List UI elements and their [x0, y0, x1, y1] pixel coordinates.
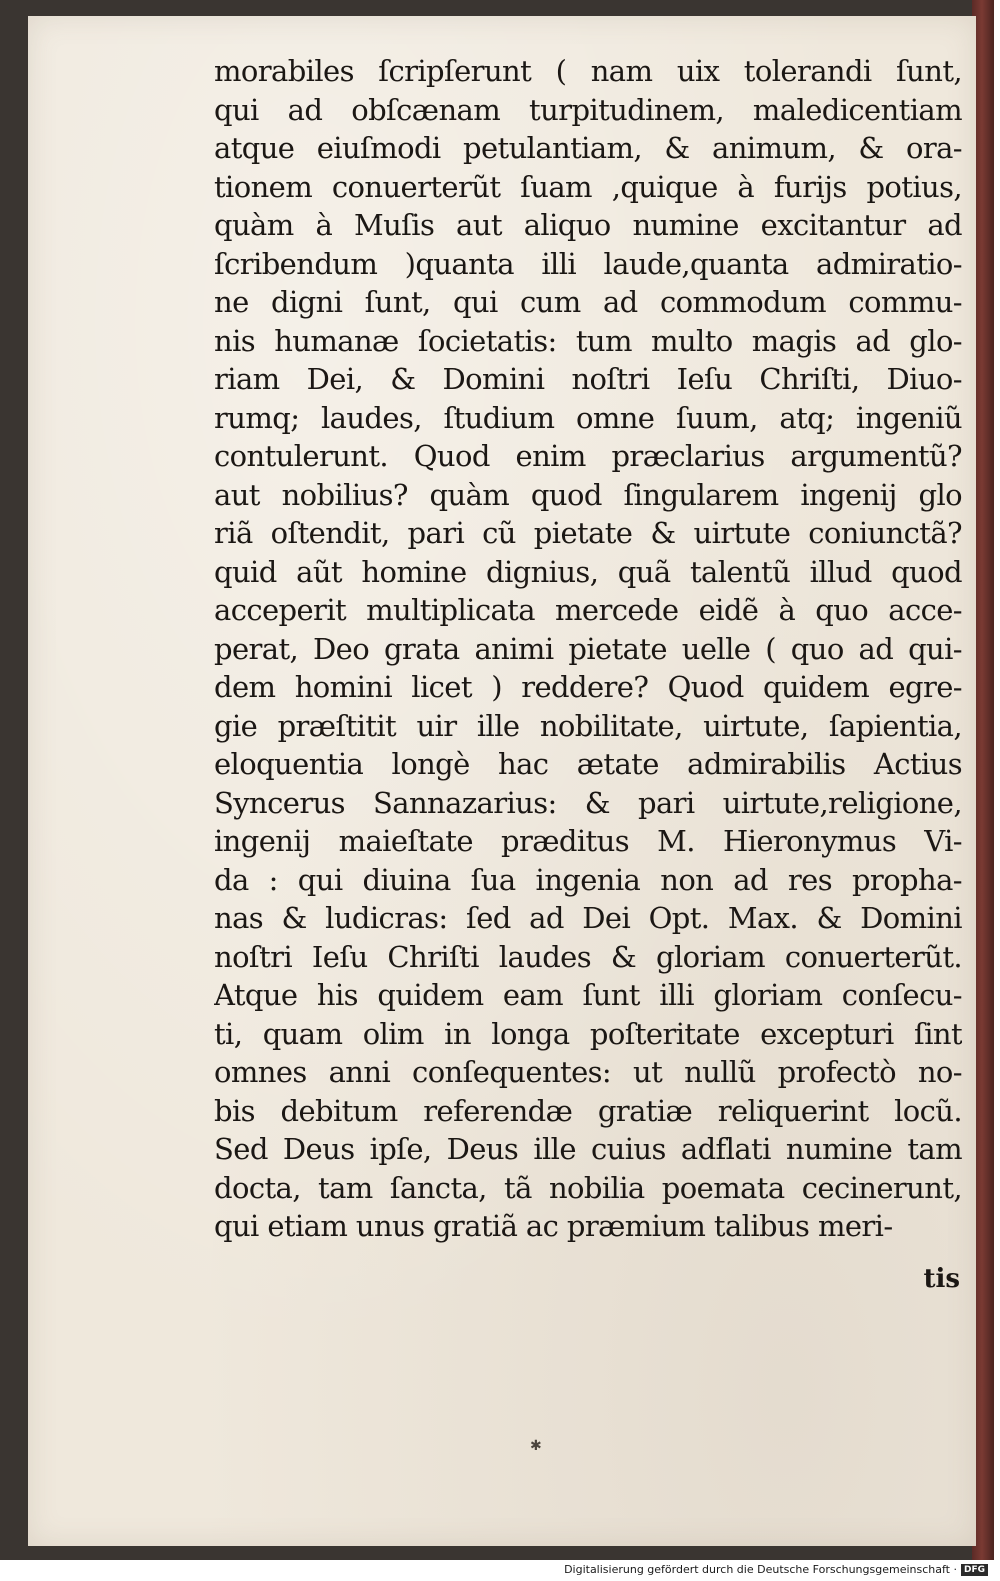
text-line: Atque his quidem eam ſunt illi gloriam conſecu-: [214, 978, 962, 1012]
text-line: qui ad obſcænam turpitudinem, maledicentiam: [214, 92, 962, 127]
text-line: docta, tam ſancta, tã nobilia poemata cecinerunt,: [214, 1170, 962, 1205]
text-line: aut nobilius? quàm quod ſingularem ingenij glo: [214, 477, 962, 512]
body-text: [214, 52, 962, 1246]
digitization-footer: [564, 1563, 988, 1576]
text-line: nis humanæ ſocietatis: tum multo magis ad glo-: [214, 323, 962, 358]
text-line: riam Dei, & Domini noſtri Ieſu Chriſti, Diuo-: [214, 362, 962, 396]
text-line: contulerunt. Quod enim præclarius argumentũ?: [214, 439, 962, 473]
ornament-mark: ✱: [530, 1438, 542, 1454]
text-line: ti, quam olim in longa poſteritate excepturi ſint: [214, 1016, 962, 1051]
text-line: atque eiuſmodi petulantiam, & animum, & ora-: [214, 131, 962, 165]
text-line: ſcribendum )quanta illi laude,quanta admiratio-: [214, 246, 962, 281]
footer-text: Digitalisierung gefördert durch die Deutsche Forschungsgemeinschaft ·: [564, 1563, 957, 1576]
text-line: morabiles ſcripſerunt ( nam uix tolerandi ſunt,: [214, 54, 962, 88]
dfg-logo-badge: DFG: [961, 1564, 988, 1576]
catchword: tis: [923, 1264, 960, 1294]
text-line: ingenij maieſtate præditus M. Hieronymus Vi-: [214, 824, 962, 858]
text-line: eloquentia longè hac ætate admirabilis Actius: [214, 747, 962, 781]
text-line: Syncerus Sannazarius: & pari uirtute,religione,: [214, 785, 962, 820]
text-line: gie præſtitit uir ille nobilitate, uirtute, ſapientia,: [214, 708, 962, 743]
text-line: quid aũt homine dignius, quã talentũ illud quod: [214, 554, 962, 589]
text-line: perat, Deo grata animi pietate uelle ( quo ad qui-: [214, 631, 962, 666]
text-line: Sed Deus ipſe, Deus ille cuius adflati numine tam: [214, 1132, 962, 1166]
text-line: noſtri Ieſu Chriſti laudes & gloriam conuerterũt.: [214, 939, 962, 974]
text-line: da : qui diuina ſua ingenia non ad res propha-: [214, 862, 962, 897]
text-line: tionem conuerterũt ſuam ,quique à furijs potius,: [214, 169, 962, 204]
text-line: ne digni ſunt, qui cum ad commodum commu-: [214, 285, 962, 319]
text-line: quàm à Muſis aut aliquo numine excitantur ad: [214, 208, 962, 242]
text-line: bis debitum referendæ gratiæ reliquerint locũ.: [214, 1093, 962, 1128]
text-line: omnes anni conſequentes: ut nullũ profectò no-: [214, 1055, 962, 1089]
text-line: rumq; laudes, ſtudium omne ſuum, atq; ingeniũ: [214, 400, 962, 435]
text-line: qui etiam unus gratiã ac præmium talibus meri-: [214, 1209, 893, 1243]
text-line: dem homini licet ) reddere? Quod quidem egre-: [214, 670, 962, 704]
text-line: riã oſtendit, pari cũ pietate & uirtute coniunctã?: [214, 516, 962, 550]
text-line: nas & ludicras: ſed ad Dei Opt. Max. & Domini: [214, 901, 962, 935]
text-line: acceperit multiplicata mercede eidẽ à quo acce-: [214, 593, 962, 627]
